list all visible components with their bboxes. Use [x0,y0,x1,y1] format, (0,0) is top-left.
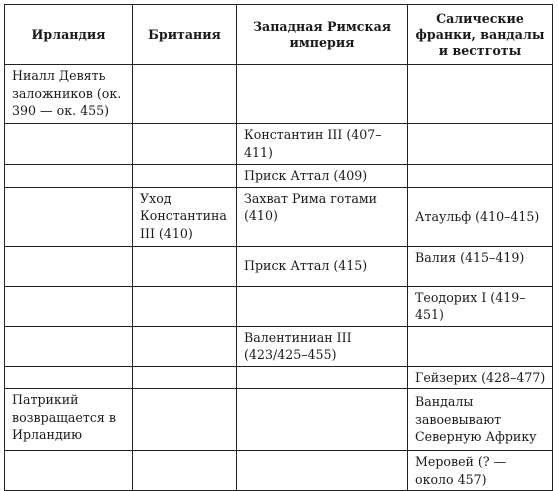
table-cell [5,366,133,389]
table-cell [133,326,237,366]
table-row [5,246,553,286]
table-cell [133,389,237,451]
table-cell: Валия (415–419) [408,246,553,286]
table-cell [133,286,237,326]
table-cell [408,65,553,124]
table-row [5,451,553,491]
header-row [5,5,553,65]
table-cell [408,326,553,366]
table-cell [5,451,133,491]
chronology-table [4,4,553,491]
table-cell [133,366,237,389]
table-cell [237,451,408,491]
table-row [5,187,553,246]
table-row [5,286,553,326]
table-cell [133,165,237,188]
table-cell: Уход Константина III (410) [133,187,237,246]
table-cell: Константин III (407–411) [237,124,408,165]
table-cell [237,65,408,124]
table-cell [408,165,553,188]
table-cell: Вандалы завоевывают Северную Африку [408,389,553,451]
table-row [5,165,553,188]
table-cell [5,124,133,165]
table-cell: Патрикий возвращается в Ирландию [5,389,133,451]
table-cell [133,451,237,491]
table-cell [133,246,237,286]
table-cell: Меровей (? — около 457) [408,451,553,491]
table-cell [5,165,133,188]
table-cell [5,286,133,326]
header-western-roman-empire: Западная Римская империя [237,5,408,65]
table-cell: Приск Аттал (409) [237,165,408,188]
table-cell: Ниалл Девять заложников (ок. 390 — ок. 455) [5,65,133,124]
table-cell [237,389,408,451]
table-cell: Гейзерих (428–477) [408,366,553,389]
table-cell: Захват Рима готами (410) [237,187,408,246]
table-row [5,124,553,165]
header-franks-vandals-visigoths: Салические франки, вандалы и вестготы [408,5,553,65]
table-row [5,366,553,389]
table-row [5,389,553,451]
table-cell [5,246,133,286]
table-cell [5,187,133,246]
table-cell: Валентиниан III (423/425–455) [237,326,408,366]
table-cell: Атаульф (410–415) [408,187,553,246]
table-cell [5,326,133,366]
table-cell [237,366,408,389]
table-row [5,326,553,366]
table-cell [133,65,237,124]
table-cell: Теодорих I (419–451) [408,286,553,326]
header-britain: Британия [133,5,237,65]
table-cell [408,124,553,165]
table-row [5,65,553,124]
table-cell: Приск Аттал (415) [237,246,408,286]
table-cell [133,124,237,165]
table-cell [237,286,408,326]
header-ireland: Ирландия [5,5,133,65]
